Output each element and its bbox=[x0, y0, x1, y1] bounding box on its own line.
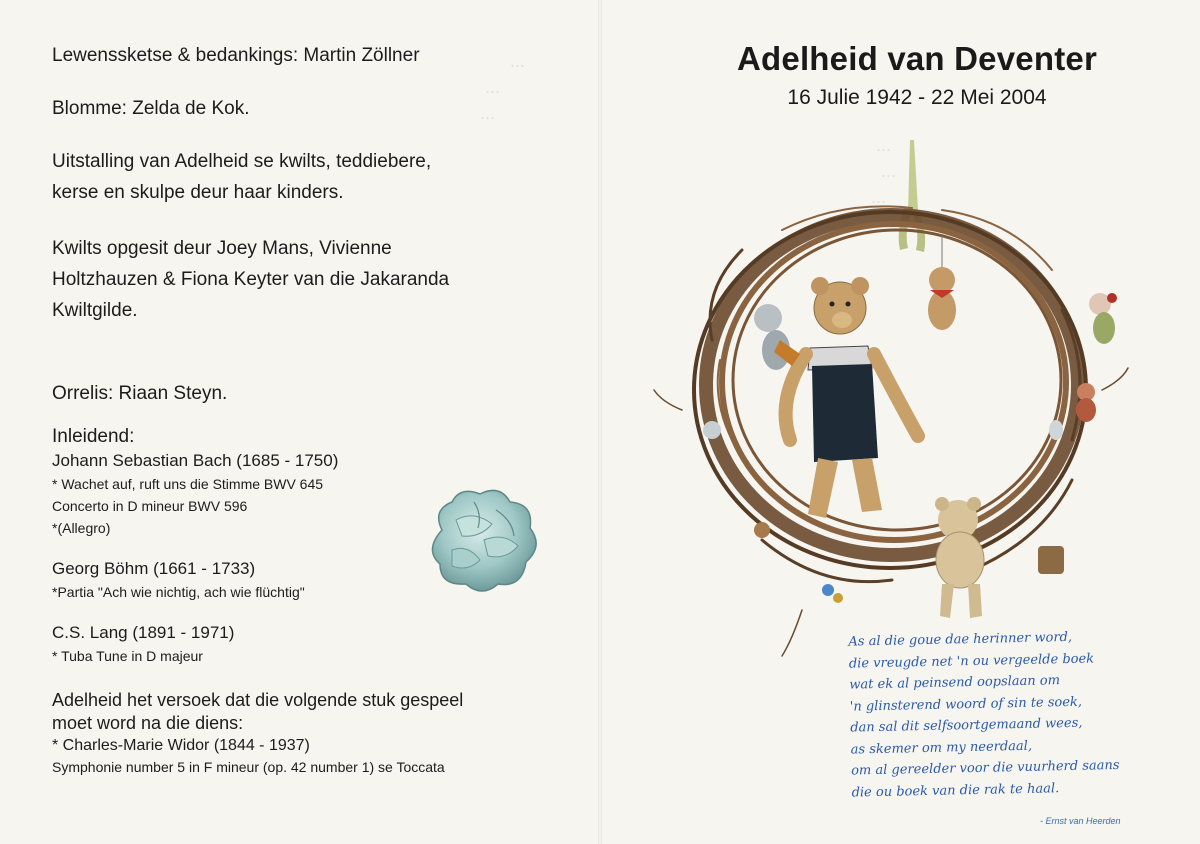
left-panel bbox=[0, 0, 598, 844]
composer-name: Georg Böhm (1661 - 1733) bbox=[52, 559, 256, 578]
composer-name: C.S. Lang (1891 - 1971) bbox=[52, 623, 235, 642]
display-line: Uitstalling van Adelheid se kwilts, teddiebere, bbox=[52, 151, 432, 172]
display-line: kerse en skulpe deur haar kinders. bbox=[52, 182, 344, 203]
right-panel bbox=[602, 0, 1200, 844]
quilt-line: Holtzhauzen & Fiona Keyter van die Jakaranda bbox=[52, 269, 450, 290]
show-through-text: ... ... ... bbox=[480, 51, 526, 123]
deceased-name: Adelheid van Deventer bbox=[737, 40, 1097, 77]
work-title: * Tuba Tune in D majeur bbox=[52, 648, 203, 664]
composer-name: Johann Sebastian Bach (1685 - 1750) bbox=[52, 451, 339, 470]
intro-heading: Inleidend: bbox=[52, 426, 135, 447]
credit-line: Blomme: Zelda de Kok. bbox=[52, 98, 250, 119]
poem-line: 'n glinsterend woord of sin te soek, bbox=[849, 694, 1083, 715]
show-through-text: ... ... ... bbox=[871, 135, 897, 207]
request-work: Symphonie number 5 in F mineur (op. 42 number 1) se Toccata bbox=[52, 759, 445, 775]
poem-line: as skemer om my neerdaal, bbox=[850, 738, 1033, 758]
program-details bbox=[52, 40, 582, 777]
quilt-line: Kwilts opgesit deur Joey Mans, Vivienne bbox=[52, 238, 392, 259]
work-title: Concerto in D mineur BWV 596 bbox=[52, 498, 248, 514]
work-title: *Partia "Ach wie nichtig, ach wie flüchtig" bbox=[52, 584, 305, 600]
work-title: * Wachet auf, ruft uns die Stimme BWV 645 bbox=[52, 476, 324, 492]
poem-line: wat ek al peinsend oopslaan om bbox=[849, 673, 1061, 693]
handwritten-poem bbox=[848, 624, 1192, 803]
desert-rose-rock-image bbox=[422, 480, 546, 598]
request-composer: * Charles-Marie Widor (1844 - 1937) bbox=[52, 737, 310, 754]
poem-line: om al gereelder voor die vuurherd saans bbox=[851, 757, 1120, 779]
poem-line: die vreugde net 'n ou vergeelde boek bbox=[848, 650, 1095, 672]
poem-line: As al die goue dae herinner word, bbox=[848, 629, 1073, 650]
request-line: Adelheid het versoek dat die volgende stuk gespeel bbox=[52, 690, 464, 710]
quilt-line: Kwiltgilde. bbox=[52, 300, 138, 321]
poem-line: dan sal dit selfsoortgemaand wees, bbox=[850, 715, 1083, 736]
work-title: *(Allegro) bbox=[52, 520, 111, 536]
request-line: moet word na die diens: bbox=[52, 713, 244, 733]
poem-line: die ou boek van die rak te haal. bbox=[851, 780, 1060, 801]
credit-line: Lewenssketse & bedankings: Martin Zöllner bbox=[52, 45, 420, 66]
organist-line: Orrelis: Riaan Steyn. bbox=[52, 383, 228, 404]
life-dates: 16 Julie 1942 - 22 Mei 2004 bbox=[787, 86, 1047, 109]
poem-author: - Ernst van Heerden bbox=[1040, 816, 1121, 826]
twig-wreath-with-teddy-bears-image bbox=[642, 140, 1132, 660]
